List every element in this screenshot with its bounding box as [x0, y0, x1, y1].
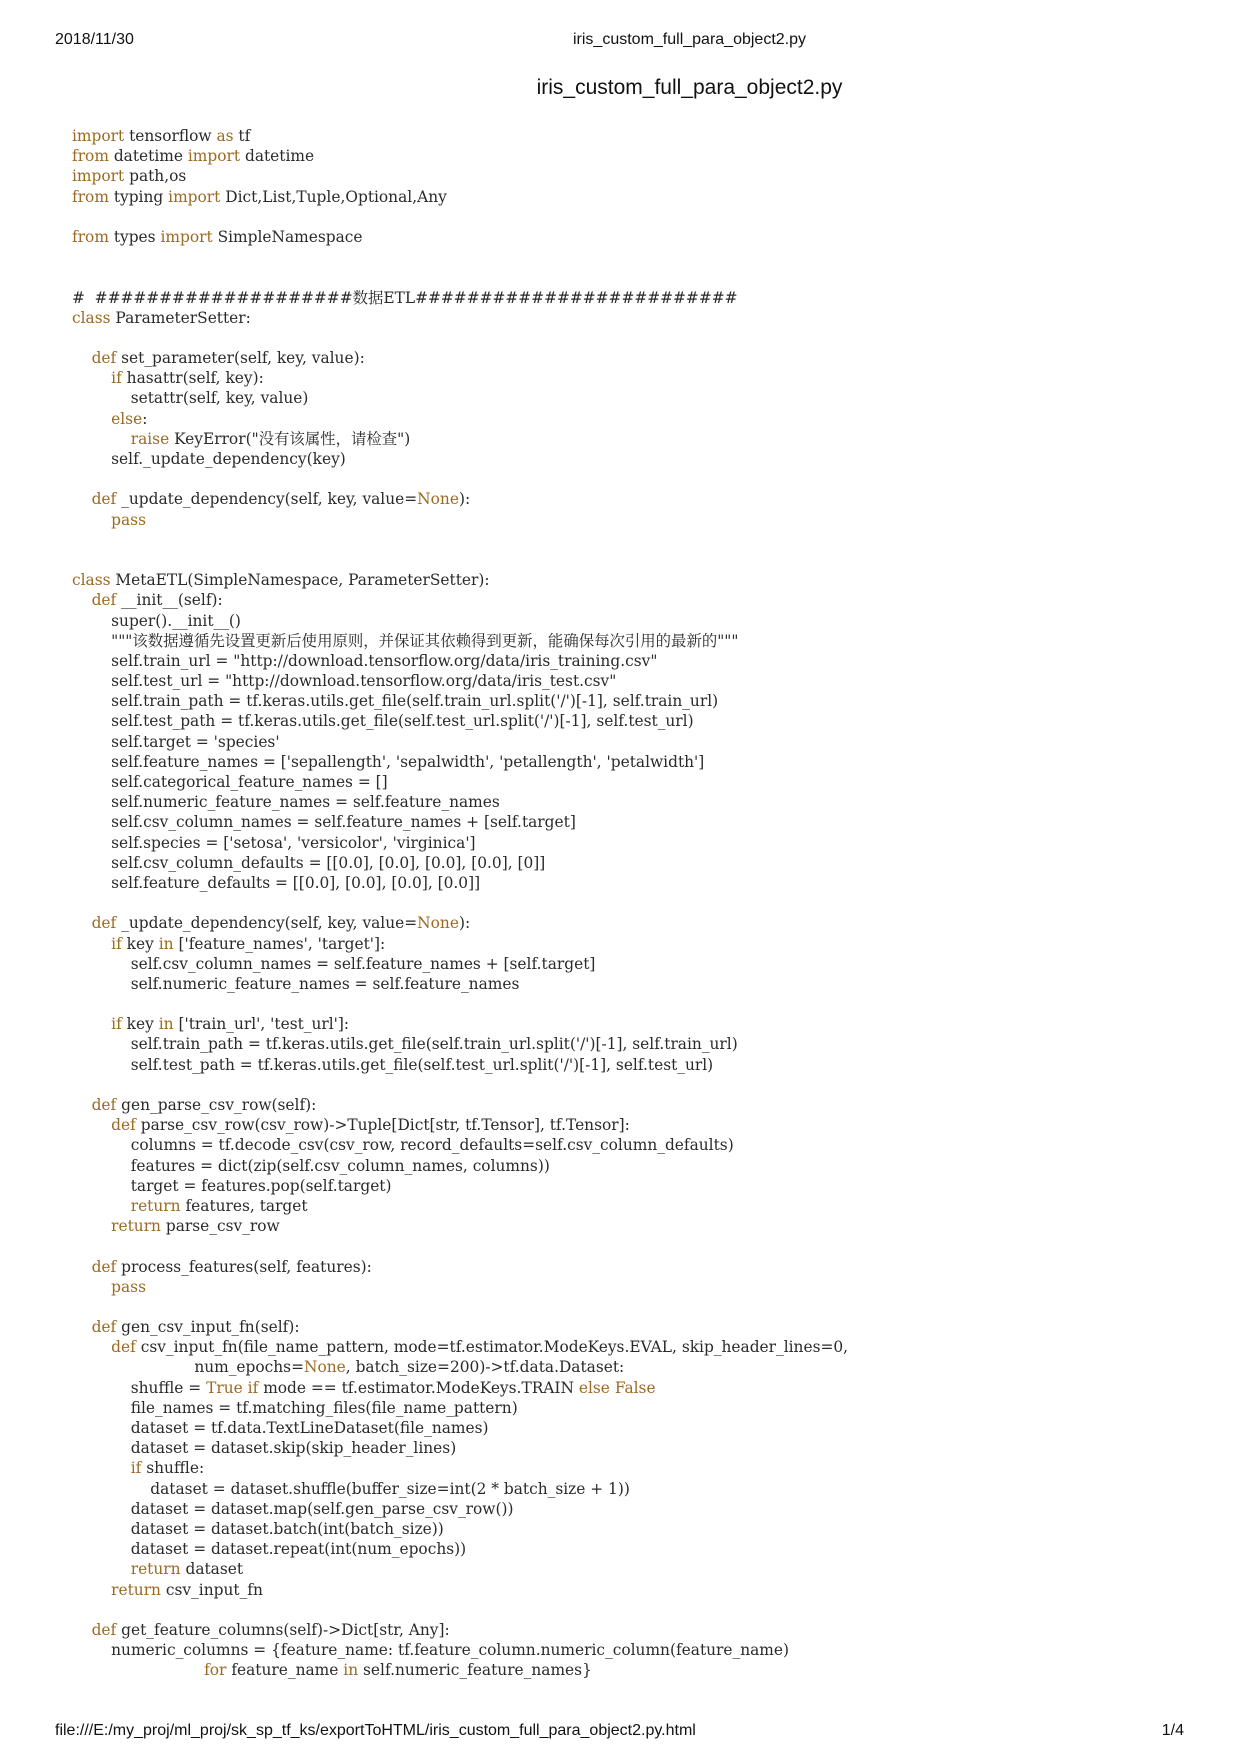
code-line: [72, 267, 848, 287]
code-line: columns = tf.decode_csv(csv_row, record_defaults=self.csv_column_defaults): [130, 1136, 734, 1155]
print-header-filename: iris_custom_full_para_object2.py: [572, 31, 806, 48]
code-line: self.feature_names = ['sepallength', 'sepalwidth', 'petallength', 'petalwidth']: [111, 752, 705, 771]
code-line: dataset = tf.data.TextLineDataset(file_names): [130, 1419, 489, 1437]
code-line: setattr(self, key, value): [130, 389, 309, 408]
code-line: return features, target: [130, 1196, 308, 1215]
code-line: [72, 893, 848, 913]
code-line: return dataset: [130, 1560, 244, 1579]
code-line: self.csv_column_defaults = [[0.0], [0.0], [0.0], [0.0], [0]]: [111, 853, 546, 872]
code-line: class ParameterSetter:: [72, 308, 251, 327]
code-line: def process_features(self, features):: [91, 1257, 372, 1276]
code-line: [72, 1075, 848, 1095]
code-line: [72, 550, 848, 570]
code-line: dataset = dataset.shuffle(buffer_size=int(2 * batch_size + 1)): [150, 1479, 630, 1498]
code-line: return csv_input_fn: [111, 1580, 263, 1599]
code-line: def _update_dependency(self, key, value=None):: [91, 914, 471, 933]
code-line: pass: [111, 1277, 146, 1296]
code-line: self.train_path = tf.keras.utils.get_file(self.train_url.split('/')[-1], self.train_url): [111, 692, 719, 711]
code-line: def csv_input_fn(file_name_pattern, mode=tf.estimator.ModeKeys.EVAL, skip_header_lines=0,: [111, 1338, 849, 1357]
code-line: dataset = dataset.repeat(int(num_epochs)): [130, 1540, 467, 1559]
code-listing: [72, 126, 848, 1680]
code-line: """该数据遵循先设置更新后使用原则，并保证其依赖得到更新，能确保每次引用的最新的""": [72, 631, 739, 650]
code-line: [72, 328, 848, 348]
code-line: self.test_path = tf.keras.utils.get_file(self.test_url.split('/')[-1], self.test_url): [130, 1055, 714, 1074]
code-line: from types import SimpleNamespace: [72, 227, 363, 246]
code-line: shuffle = True if mode == tf.estimator.ModeKeys.TRAIN else False: [130, 1378, 656, 1397]
code-line: [72, 1236, 848, 1256]
code-line: def set_parameter(self, key, value):: [91, 349, 365, 368]
code-line: import path,os: [72, 167, 187, 186]
page-number: 1/4: [1161, 1722, 1184, 1739]
code-line: self.numeric_feature_names = self.feature_names: [130, 974, 520, 993]
code-line: [72, 994, 848, 1014]
code-line: dataset = dataset.map(self.gen_parse_csv_row()): [130, 1499, 514, 1518]
code-line: self._update_dependency(key): [111, 450, 346, 468]
code-line: [72, 1600, 848, 1620]
code-line: from typing import Dict,List,Tuple,Optional,Any: [72, 187, 447, 206]
code-line: [72, 1297, 848, 1317]
code-line: def _update_dependency(self, key, value=None):: [91, 490, 471, 509]
code-line: file_names = tf.matching_files(file_name_pattern): [130, 1398, 518, 1417]
code-line: self.test_path = tf.keras.utils.get_file(self.test_url.split('/')[-1], self.test_url): [111, 712, 694, 731]
code-line: [72, 530, 848, 550]
code-line: if key in ['train_url', 'test_url']:: [111, 1015, 350, 1034]
code-line: class MetaETL(SimpleNamespace, ParameterSetter):: [72, 571, 490, 590]
code-line: if key in ['feature_names', 'target']:: [111, 934, 386, 953]
code-line: # ####################数据ETL#########################: [72, 288, 738, 307]
code-line: features = dict(zip(self.csv_column_names, columns)): [130, 1156, 550, 1175]
code-line: self.csv_column_names = self.feature_names + [self.target]: [130, 954, 596, 973]
code-line: self.numeric_feature_names = self.feature_names: [111, 793, 500, 812]
code-line: self.target = 'species': [111, 732, 280, 751]
code-line: return parse_csv_row: [111, 1217, 280, 1236]
code-line: def get_feature_columns(self)->Dict[str, Any]:: [91, 1620, 450, 1639]
code-line: dataset = dataset.skip(skip_header_lines): [130, 1439, 457, 1458]
code-line: [72, 247, 848, 267]
code-line: self.categorical_feature_names = []: [111, 773, 388, 791]
code-line: [72, 469, 848, 489]
code-line: def gen_csv_input_fn(self):: [91, 1318, 300, 1337]
code-line: for feature_name in self.numeric_feature_names}: [204, 1661, 592, 1680]
code-line: def gen_parse_csv_row(self):: [91, 1096, 317, 1114]
code-line: def __init__(self):: [91, 591, 223, 610]
code-line: raise KeyError("没有该属性，请检查"): [130, 429, 411, 448]
code-line: if shuffle:: [130, 1459, 205, 1478]
code-line: target = features.pop(self.target): [130, 1176, 392, 1195]
code-line: self.feature_defaults = [[0.0], [0.0], [0.0], [0.0]]: [111, 873, 481, 892]
code-line: self.train_path = tf.keras.utils.get_file(self.train_url.split('/')[-1], self.train_url): [130, 1035, 738, 1054]
code-line: numeric_columns = {feature_name: tf.feature_column.numeric_column(feature_name): [111, 1641, 790, 1660]
code-line: [72, 207, 848, 227]
code-line: pass: [111, 510, 146, 529]
code-line: self.train_url = "http://download.tensorflow.org/data/iris_training.csv": [111, 651, 658, 670]
code-line: self.csv_column_names = self.feature_names + [self.target]: [111, 813, 576, 832]
code-line: import tensorflow as tf: [72, 127, 251, 145]
footer-file-path[interactable]: file:///E:/my_proj/ml_proj/sk_sp_tf_ks/exportToHTML/iris_custom_full_para_object2.py.html: [55, 1722, 696, 1739]
code-line: def parse_csv_row(csv_row)->Tuple[Dict[str, tf.Tensor], tf.Tensor]:: [111, 1116, 630, 1135]
document-title: iris_custom_full_para_object2.py: [536, 76, 843, 99]
code-line: self.test_url = "http://download.tensorflow.org/data/iris_test.csv": [111, 672, 617, 691]
code-line: from datetime import datetime: [72, 147, 315, 166]
code-line: num_epochs=None, batch_size=200)->tf.data.Dataset:: [194, 1358, 625, 1377]
code-line: super().__init__(): [111, 611, 241, 630]
code-line: dataset = dataset.batch(int(batch_size)): [130, 1519, 444, 1538]
code-line: self.species = ['setosa', 'versicolor', 'virginica']: [111, 833, 476, 852]
code-line: if hasattr(self, key):: [111, 369, 264, 388]
code-line: else:: [111, 409, 148, 428]
print-date: 2018/11/30: [55, 31, 134, 48]
